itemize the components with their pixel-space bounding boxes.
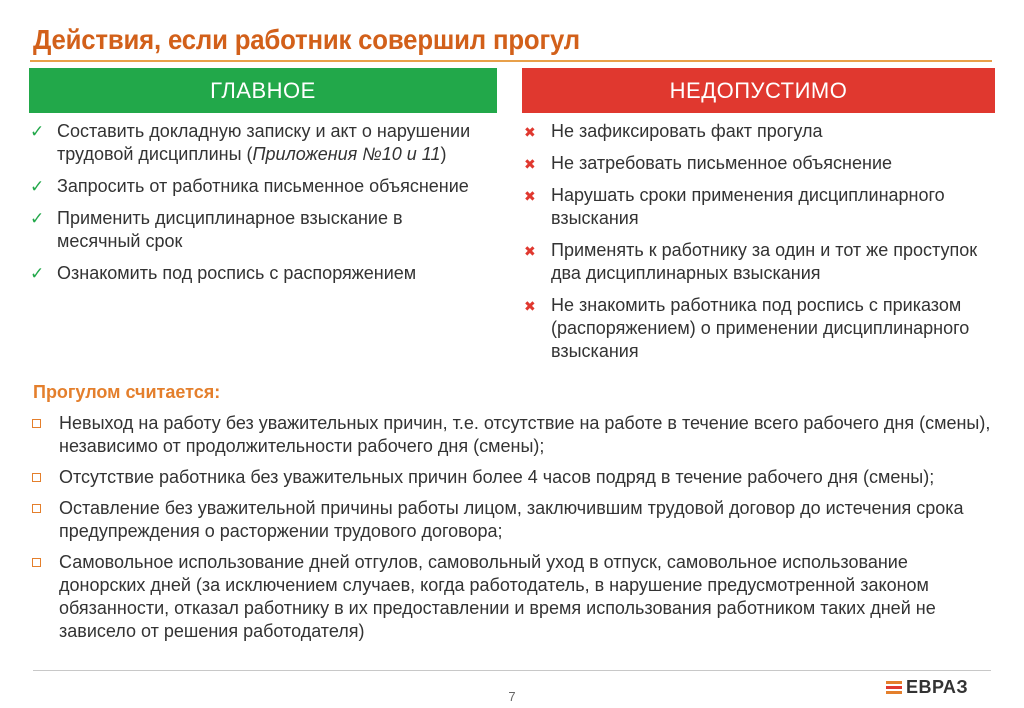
square-bullet-icon — [32, 419, 41, 428]
check-icon: ✓ — [30, 209, 45, 228]
cross-icon: ✖ — [524, 243, 536, 259]
list-item: ✓ Запросить от работника письменное объяснение — [30, 176, 469, 196]
list-item: ✖ Не затребовать письменное объяснение — [524, 152, 994, 175]
list-item: ✖ Применять к работнику за один и тот же проступок два дисциплинарных взыскания — [524, 240, 978, 283]
square-bullet-icon — [32, 558, 41, 567]
cross-icon: ✖ — [524, 156, 536, 172]
forbidden-column-header: НЕДОПУСТИМО — [522, 68, 995, 113]
logo-mark-icon — [886, 681, 902, 694]
list-item: ✖ Не знакомить работника под роспись с приказом (распоряжением) о применении дисциплинарного взыскания — [524, 295, 970, 361]
cross-icon: ✖ — [524, 188, 536, 204]
forbidden-actions-list — [524, 120, 994, 372]
square-bullet-icon — [32, 473, 41, 482]
list-item: ✓ Применить дисциплинарное взыскание в месячный срок — [30, 208, 403, 251]
evraz-logo — [886, 676, 968, 698]
logo-text: ЕВРАЗ — [906, 676, 969, 697]
list-item: Невыход на работу без уважительных причин, т.е. отсутствие на работе в течение всего рабочего дня (смены), независимо от продолжительности рабочего дня (смены); — [30, 412, 998, 458]
footer-divider — [33, 670, 991, 671]
list-item: ✖ Нарушать сроки применения дисциплинарного взыскания — [524, 185, 945, 228]
absence-definition-list — [30, 412, 998, 651]
absence-definition-heading: Прогулом считается: — [33, 382, 221, 402]
main-column-header: ГЛАВНОЕ — [29, 68, 497, 113]
list-item: Отсутствие работника без уважительных причин более 4 часов подряд в течение рабочего дня (смены); — [30, 466, 998, 489]
list-item: Самовольное использование дней отгулов, самовольный уход в отпуск, самовольное использование донорских дней (за исключением случаев, когда работодатель, в нарушение предусмотренной законом обязанности, отказал работнику в их предоставлении и время использования работником таких дней не зависело от решения работодателя) — [30, 551, 998, 643]
page-number: 7 — [508, 689, 516, 704]
list-item: Оставление без уважительной причины работы лицом, заключившим трудовой договор до истечения срока предупреждения о расторжении трудового договора; — [30, 497, 998, 543]
main-actions-list — [30, 120, 490, 294]
title-divider — [30, 60, 992, 62]
square-bullet-icon — [32, 504, 41, 513]
check-icon: ✓ — [30, 264, 45, 283]
check-icon: ✓ — [30, 122, 45, 141]
list-item: ✖ Не зафиксировать факт прогула — [524, 120, 994, 143]
cross-icon: ✖ — [524, 124, 536, 140]
list-item: ✓ Составить докладную записку и акт о нарушении трудовой дисциплины (Приложения №10 и 11) — [30, 121, 471, 164]
list-item: ✓ Ознакомить под роспись с распоряжением — [30, 263, 417, 283]
cross-icon: ✖ — [524, 298, 536, 314]
page-title: Действия, если работник совершил прогул — [33, 24, 580, 55]
check-icon: ✓ — [30, 177, 45, 196]
